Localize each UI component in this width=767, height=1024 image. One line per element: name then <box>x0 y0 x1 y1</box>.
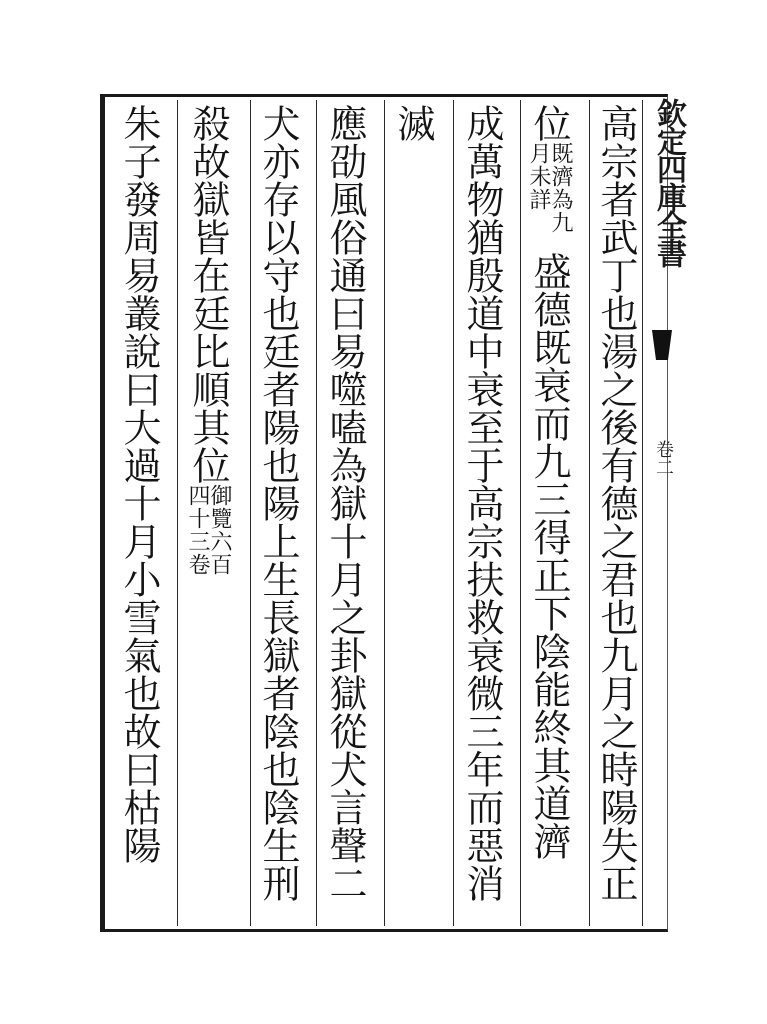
column-rule <box>453 100 454 926</box>
annotation-note: 既濟為九月未詳 <box>526 142 573 234</box>
text-column-2 <box>527 104 571 860</box>
text-column-7 <box>186 104 230 594</box>
volume-number: 卷二 <box>653 440 674 476</box>
column-rule <box>384 100 385 926</box>
text-column-8: 朱子發周易叢說曰大過十月小雪氣也故曰枯陽 <box>117 104 161 864</box>
text-segment: 位 <box>527 104 571 142</box>
text-column-4: 滅 <box>391 104 435 142</box>
column-rule <box>589 100 590 926</box>
column-rule <box>520 100 521 926</box>
text-segment: 殺故獄皆在廷比順其位 <box>186 104 230 484</box>
annotation-note: 御覽六百四十三卷 <box>185 484 232 576</box>
column-rule <box>177 100 178 926</box>
text-column-3: 成萬物猶殷道中衰至于高宗扶救衰微三年而惡消 <box>460 104 504 902</box>
text-segment: 盛德既衰而九三得正下陰能終其道濟 <box>527 252 571 860</box>
column-rule <box>250 100 251 926</box>
column-rule <box>642 100 643 926</box>
column-rule <box>316 100 317 926</box>
book-title-header: 欽定四庫全書 <box>651 98 686 266</box>
text-column-6: 犬亦存以守也廷者陽也陽上生長獄者陰也陰生刑 <box>256 104 300 902</box>
text-column-1: 高宗者武丁也湯之後有德之君也九月之時陽失正 <box>594 104 638 902</box>
text-column-5: 應劭風俗通曰易噬嗑為獄十月之卦獄從犬言聲二 <box>323 104 367 902</box>
